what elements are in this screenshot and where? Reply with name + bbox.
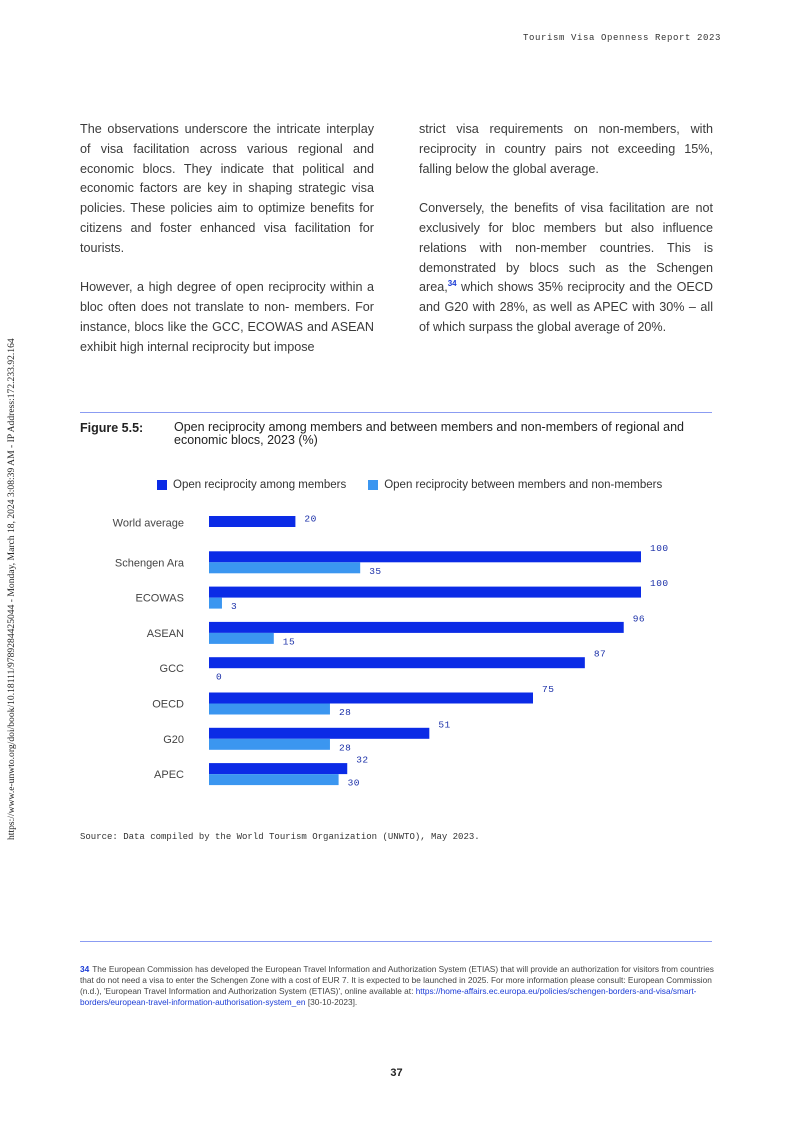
paragraph: However, a high degree of open reciprocity within a bloc often does not translate to non- members. For instance, blocs like the GCC, ECOWAS and ASEAN exhibit high internal reciprocity but impose [80, 280, 374, 354]
footnote-rule [80, 941, 712, 942]
category-label: G20 [163, 733, 184, 746]
bar-nonmembers [209, 562, 360, 573]
category-label: GCC [159, 663, 184, 676]
bar-nonmembers [209, 633, 274, 644]
bar-members [209, 516, 295, 527]
footnote-link[interactable]: https://home-affairs.ec.europa.eu/policies/schengen-borders-and-visa/smart-borders/european-travel-information-authorisation-system_en [80, 986, 697, 1007]
legend-label: Open reciprocity between members and non-members [384, 479, 663, 491]
data-label: 15 [282, 636, 296, 648]
data-label: 30 [347, 777, 361, 789]
data-label: 51 [438, 719, 451, 731]
footnote-text: The European Commission has developed the European Travel Information and Authorization System (ETIAS) that will provide an authorization for visitors from countries that do not need a visa to enter the Schengen Zone with a cost of EUR 7. It is expected to be launched in 2025. For more information please consult: European Commission (n.d.), 'European Travel Information and Authorization System (ETIAS)', online available at: [80, 964, 714, 996]
category-label: Schengen Ara [114, 557, 184, 570]
running-header: Tourism Visa Openness Report 2023 [522, 33, 721, 43]
category-label: World average [112, 517, 184, 530]
data-label: 96 [632, 613, 646, 625]
bar-nonmembers [209, 598, 222, 609]
bar-members [209, 587, 641, 598]
data-label: 0 [216, 671, 223, 683]
bar-members [209, 763, 347, 774]
category-label: ECOWAS [135, 592, 184, 605]
data-label: 100 [650, 542, 669, 554]
paragraph: The observations underscore the intricate interplay of visa facilitation across various regional and economic blocs. They indicate that political and economic factors are key in shaping strategic visa policies. These policies aim to optimize benefits for citizens and foster enhanced visa facilitation for tourists. [80, 122, 374, 255]
footnote-date: [30-10-2023]. [305, 997, 358, 1007]
legend-label: Open reciprocity among members [173, 479, 347, 491]
data-label: 28 [338, 707, 352, 718]
paragraph: strict visa requirements on non-members, with reciprocity in country pairs not exceeding 15%, falling below the global average. [419, 122, 713, 176]
bar-members [209, 551, 641, 562]
bar-members [209, 728, 429, 739]
bar-nonmembers [209, 704, 330, 715]
footnote-reference[interactable]: 34 [447, 279, 457, 289]
bar-members [209, 693, 533, 704]
bar-nonmembers [209, 739, 330, 750]
paragraph-text: Conversely, the benefits of visa facilitation are not exclusively for bloc members but also influence relations with non-member countries. This is demonstrated by blocs such as the Schengen area, [419, 201, 713, 295]
bar-members [209, 657, 585, 668]
paragraph-text: which shows 35% reciprocity and the OECD and G20 with 28%, as well as APEC with 30% – all of which surpass the global average of 20%. [419, 280, 713, 334]
data-label: 3 [230, 601, 238, 613]
figure-label: Figure 5.5: [80, 421, 144, 435]
watermark-text: https://www.e-unwto.org/doi/book/10.18111/9789284425044 - Monday, March 18, 2024 3:08:39 AM - IP Address:172.233.92.164 [6, 338, 17, 840]
bar-members [209, 622, 624, 633]
footnote-number: 34 [80, 964, 90, 974]
category-label: ASEAN [146, 627, 184, 640]
category-label: OECD [152, 698, 184, 711]
figure-title: Open reciprocity among members and between members and non-members of regional and economic blocs, 2023 (%) [174, 420, 684, 447]
data-label: 87 [593, 648, 607, 660]
category-label: APEC [154, 769, 184, 782]
data-label: 20 [304, 513, 317, 525]
page-number: 37 [390, 1067, 403, 1079]
bar-nonmembers [209, 774, 339, 785]
data-label: 75 [542, 684, 555, 695]
footnote [80, 964, 716, 1008]
data-label: 32 [356, 754, 369, 766]
data-label: 35 [369, 565, 382, 577]
data-label: 28 [338, 742, 352, 754]
data-label: 100 [650, 578, 669, 590]
figure-source: Source: Data compiled by the World Tourism Organization (UNWTO), May 2023. [80, 832, 480, 842]
